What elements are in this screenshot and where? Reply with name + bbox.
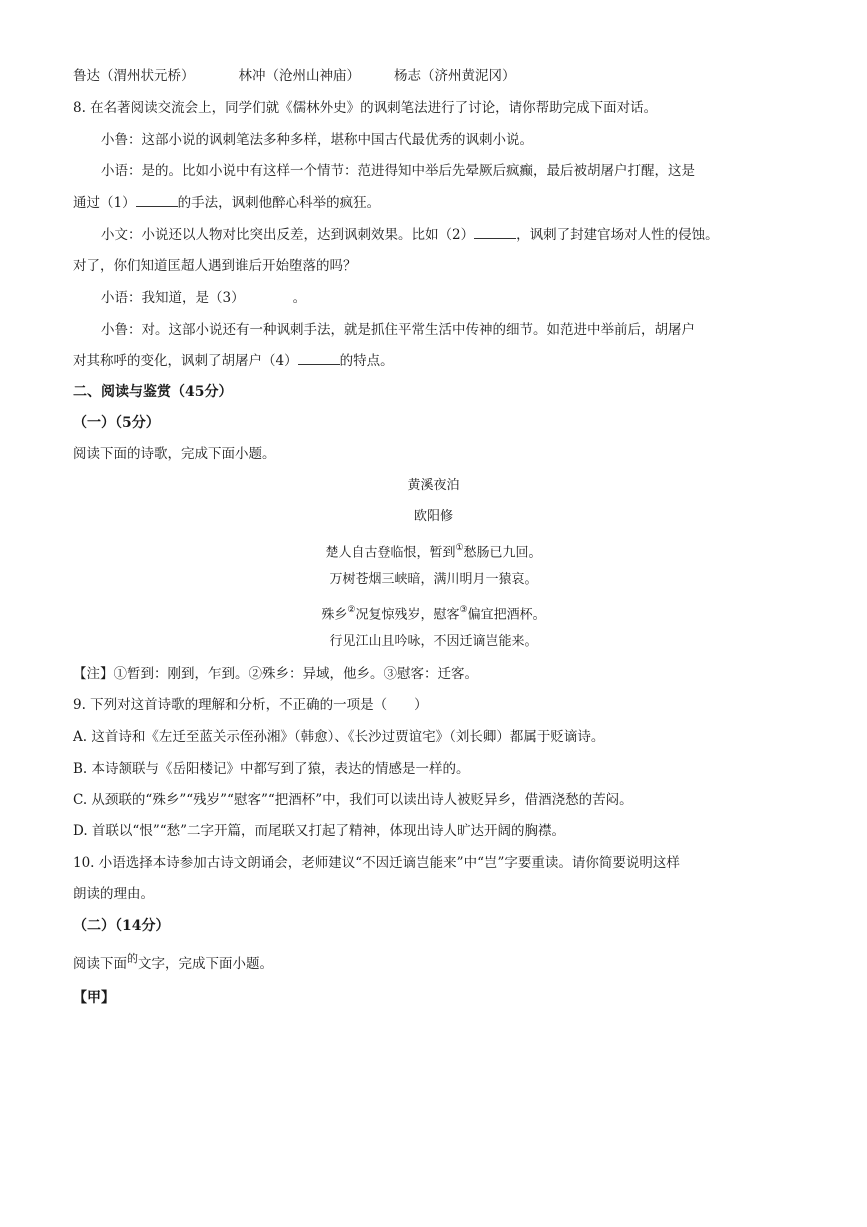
poem-notes: 【注】①暂到：刚到，乍到。②殊乡：异域，他乡。③慰客：迁客。: [73, 666, 478, 682]
footnote-mark-1: ①: [455, 543, 464, 553]
header-item-3: 杨志（济州黄泥冈）: [394, 68, 516, 84]
poem-line-1: [0, 540, 867, 562]
dialogue-5b-prefix: 对其称呼的变化，讽刺了胡屠户（4）: [73, 353, 298, 369]
header-item-1: 鲁达（渭州状元桥）: [73, 68, 195, 84]
dialogue-line-3a: [101, 226, 719, 244]
section-2-title: 二、阅读与鉴赏（45分）: [73, 384, 233, 400]
answer-blank-2[interactable]: [474, 226, 516, 239]
dialogue-4-suffix: 。: [292, 290, 307, 306]
header-characters: [73, 67, 516, 85]
question-9-option-d[interactable]: D. 首联以“恨”“愁”二字开篇，而尾联又打起了精神，体现出诗人旷达开阔的胸襟。: [73, 823, 566, 839]
part-2-intro-b: 文字，完成下面小题。: [138, 956, 273, 972]
poem-line-3-part-b: 况复惊残岁，慰客: [355, 607, 460, 623]
dialogue-line-2a: 小语：是的。比如小说中有这样一个情节：范进得知中举后先晕厥后疯癫，最后被胡屠户打醒，这是: [101, 163, 695, 179]
question-9-option-c[interactable]: C. 从颈联的“殊乡”“残岁”“慰客”“把酒杯”中，我们可以读出诗人被贬异乡，借酒浇愁的苦闷。: [73, 792, 633, 808]
question-10-line-1: 10. 小语选择本诗参加古诗文朗诵会，老师建议“不因迁谪岂能来”中“岂”字要重读。请你简要说明这样: [73, 855, 680, 871]
question-10-line-2: 朗读的理由。: [73, 886, 154, 902]
answer-blank-4[interactable]: [298, 352, 340, 365]
poem-line-2: 万树苍烟三峡暗，满川明月一猿哀。: [329, 572, 538, 587]
poem-title: 黄溪夜泊: [407, 478, 460, 493]
dialogue-line-2b: [73, 194, 380, 212]
poem-line-1-part-a: 楚人自古登临恨，暂到: [325, 545, 456, 561]
part-2-intro-raised-char: 的: [127, 952, 138, 965]
dialogue-3a-prefix: 小文：小说还以人物对比突出反差，达到讽刺效果。比如（2）: [101, 227, 475, 243]
poem-line-3: [0, 602, 867, 624]
poem-line-1-part-b: 愁肠已九回。: [463, 545, 542, 561]
part-1-intro: 阅读下面的诗歌，完成下面小题。: [73, 446, 276, 462]
poem-line-3-part-a: 殊乡: [321, 607, 348, 623]
question-9-stem: 9. 下列对这首诗歌的理解和分析，不正确的一项是（ ）: [73, 697, 428, 713]
dialogue-2b-suffix: 的手法，讽刺他醉心科举的疯狂。: [177, 195, 381, 211]
question-9-option-b[interactable]: B. 本诗颔联与《岳阳楼记》中都写到了猿，表达的情感是一样的。: [73, 761, 470, 777]
dialogue-line-1: 小鲁：这部小说的讽刺笔法多种多样，堪称中国古代最优秀的讽刺小说。: [101, 132, 533, 148]
part-2-intro: [73, 952, 273, 974]
answer-blank-1[interactable]: [136, 194, 178, 207]
poem-line-3-part-c: 偏宜把酒杯。: [467, 607, 546, 623]
dialogue-line-5b: [73, 352, 394, 370]
dialogue-line-4: [101, 289, 306, 307]
part-2-title: （二）（14分）: [73, 918, 170, 934]
footnote-mark-3: ③: [459, 605, 468, 615]
dialogue-line-5a: 小鲁：对。这部小说还有一种讽刺手法，就是抓住平常生活中传神的细节。如范进中举前后，胡屠户: [101, 322, 695, 338]
footnote-mark-2: ②: [347, 605, 356, 615]
passage-label-jia: 【甲】: [73, 990, 115, 1006]
part-2-intro-a: 阅读下面: [73, 956, 127, 972]
poem-line-4: 行见江山且吟咏，不因迁谪岂能来。: [329, 634, 538, 649]
dialogue-4-prefix: 小语：我知道，是（3）: [101, 290, 245, 306]
question-8-stem: 8. 在名著阅读交流会上，同学们就《儒林外史》的讽刺笔法进行了讨论，请你帮助完成下面对话。: [73, 100, 658, 116]
dialogue-line-3b: 对了，你们知道匡超人遇到谁后开始堕落的吗？: [73, 258, 357, 274]
poem-author: 欧阳修: [413, 509, 453, 524]
header-item-2: 林冲（沧州山神庙）: [238, 68, 360, 84]
question-9-option-a[interactable]: A. 这首诗和《左迁至蓝关示侄孙湘》（韩愈）、《长沙过贾谊宅》（刘长卿）都属于贬谪诗。: [73, 729, 605, 745]
dialogue-2b-prefix: 通过（1）: [73, 195, 136, 211]
dialogue-3a-suffix: ，讽刺了封建官场对人性的侵蚀。: [516, 227, 719, 243]
dialogue-5b-suffix: 的特点。: [339, 353, 394, 369]
part-1-title: （一）（5分）: [73, 415, 160, 431]
